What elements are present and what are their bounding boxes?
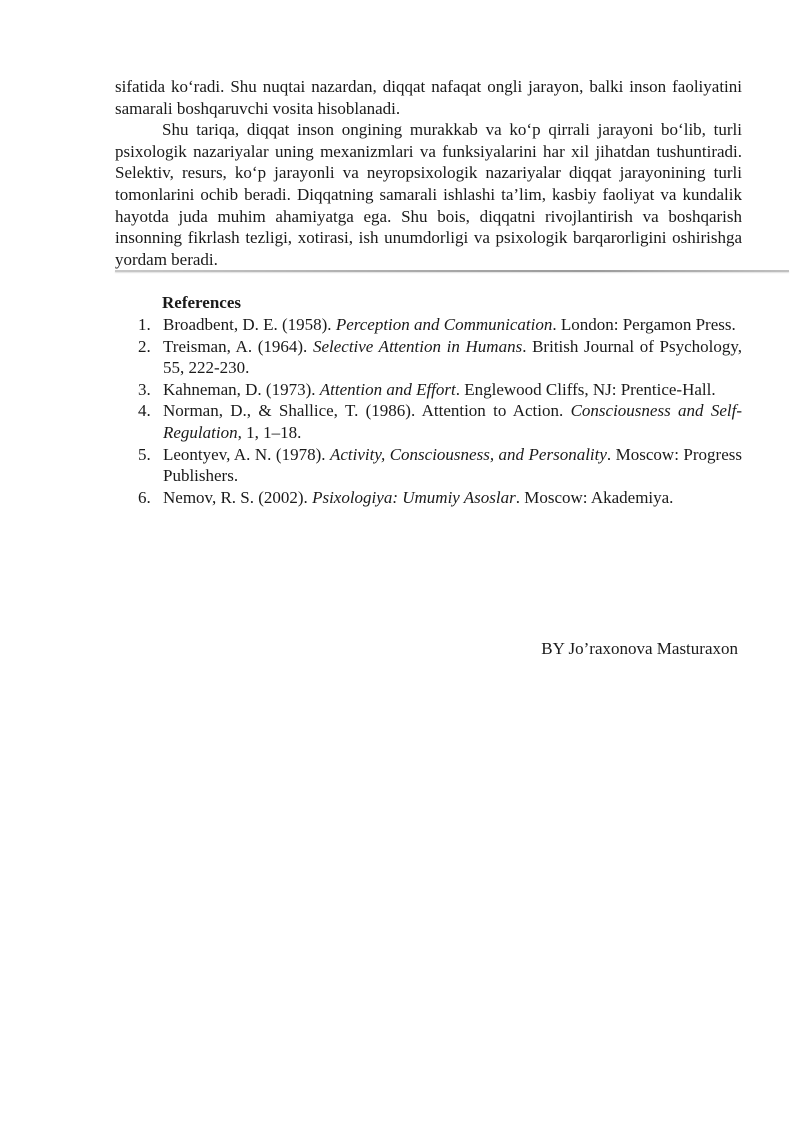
reference-item [135, 314, 742, 336]
reference-citation: Norman, D., & Shallice, T. (1986). Attention to Action. [163, 401, 571, 421]
reference-citation: Leontyev, A. N. (1978). [163, 444, 330, 464]
reference-title: Selective Attention in Humans [312, 336, 523, 356]
reference-number: 5. [138, 444, 151, 464]
paragraph-conclusion: Shu tariqa, diqqat inson ongining murakkab va ko‘p qirrali jarayoni bo‘lib, turli psixologik nazariyalar uning mexanizmlari va funksiyalarini har xil jihatdan tushuntiradi. Selektiv, resurs, ko‘p jarayonli va neyropsixologik nazariyalar diqqat jarayonining turli tomonlarini ochib beradi. Diqqatning samarali ishlashi ta’lim, kasbiy faoliyat va kundalik hayotda juda muhim ahamiyatga ega. Shu bois, diqqatni rivojlantirish va boshqarish insonning fikrlash tezligi, xotirasi, ish unumdorligi va psixologik barqarorligini oshirishga yordam beradi. [115, 120, 742, 269]
reference-source: . Moscow: Akademiya. [515, 487, 674, 507]
reference-citation: Nemov, R. S. (2002). [163, 487, 313, 507]
reference-source: , 1, 1–18. [237, 422, 302, 442]
reference-source: . London: Pergamon Press. [552, 315, 736, 334]
reference-item [135, 400, 742, 443]
reference-number: 4. [138, 401, 151, 421]
reference-item [135, 336, 742, 379]
body-text [115, 76, 742, 270]
paragraph-continuation: sifatida ko‘radi. Shu nuqtai nazardan, diqqat nafaqat ongli jarayon, balki inson faoliyatini samarali boshqaruvchi vosita hisoblanadi. [115, 77, 742, 118]
reference-citation: Kahneman, D. (1973). [163, 379, 320, 399]
reference-item [135, 379, 742, 401]
reference-number: 1. [138, 315, 151, 334]
reference-title: Activity, Consciousness, and Personality [329, 444, 607, 464]
references-section [135, 292, 742, 508]
reference-item [135, 487, 742, 509]
reference-number: 2. [138, 336, 151, 356]
reference-source: . Englewood Cliffs, NJ: Prentice-Hall. [455, 379, 716, 399]
reference-citation: Treisman, A. (1964). [163, 336, 313, 356]
section-separator [115, 270, 789, 272]
references-heading: References [162, 293, 241, 312]
reference-source: . Moscow: Progress Publishers. [163, 444, 742, 486]
references-list [135, 314, 742, 508]
reference-source: . British Journal of Psychology, 55, 222-230. [163, 336, 743, 378]
reference-number: 6. [138, 487, 151, 507]
reference-citation: Broadbent, D. E. (1958). [163, 315, 336, 334]
reference-item [135, 444, 742, 487]
reference-number: 3. [138, 379, 151, 399]
reference-title: Perception and Communication [335, 315, 553, 334]
reference-title: Consciousness and Self-Regulation [163, 401, 742, 442]
reference-title: Attention and Effort [319, 379, 456, 399]
author-signature-line: BY Jo’raxonova Masturaxon [541, 639, 738, 658]
reference-title: Psixologiya: Umumiy Asoslar [312, 487, 516, 507]
